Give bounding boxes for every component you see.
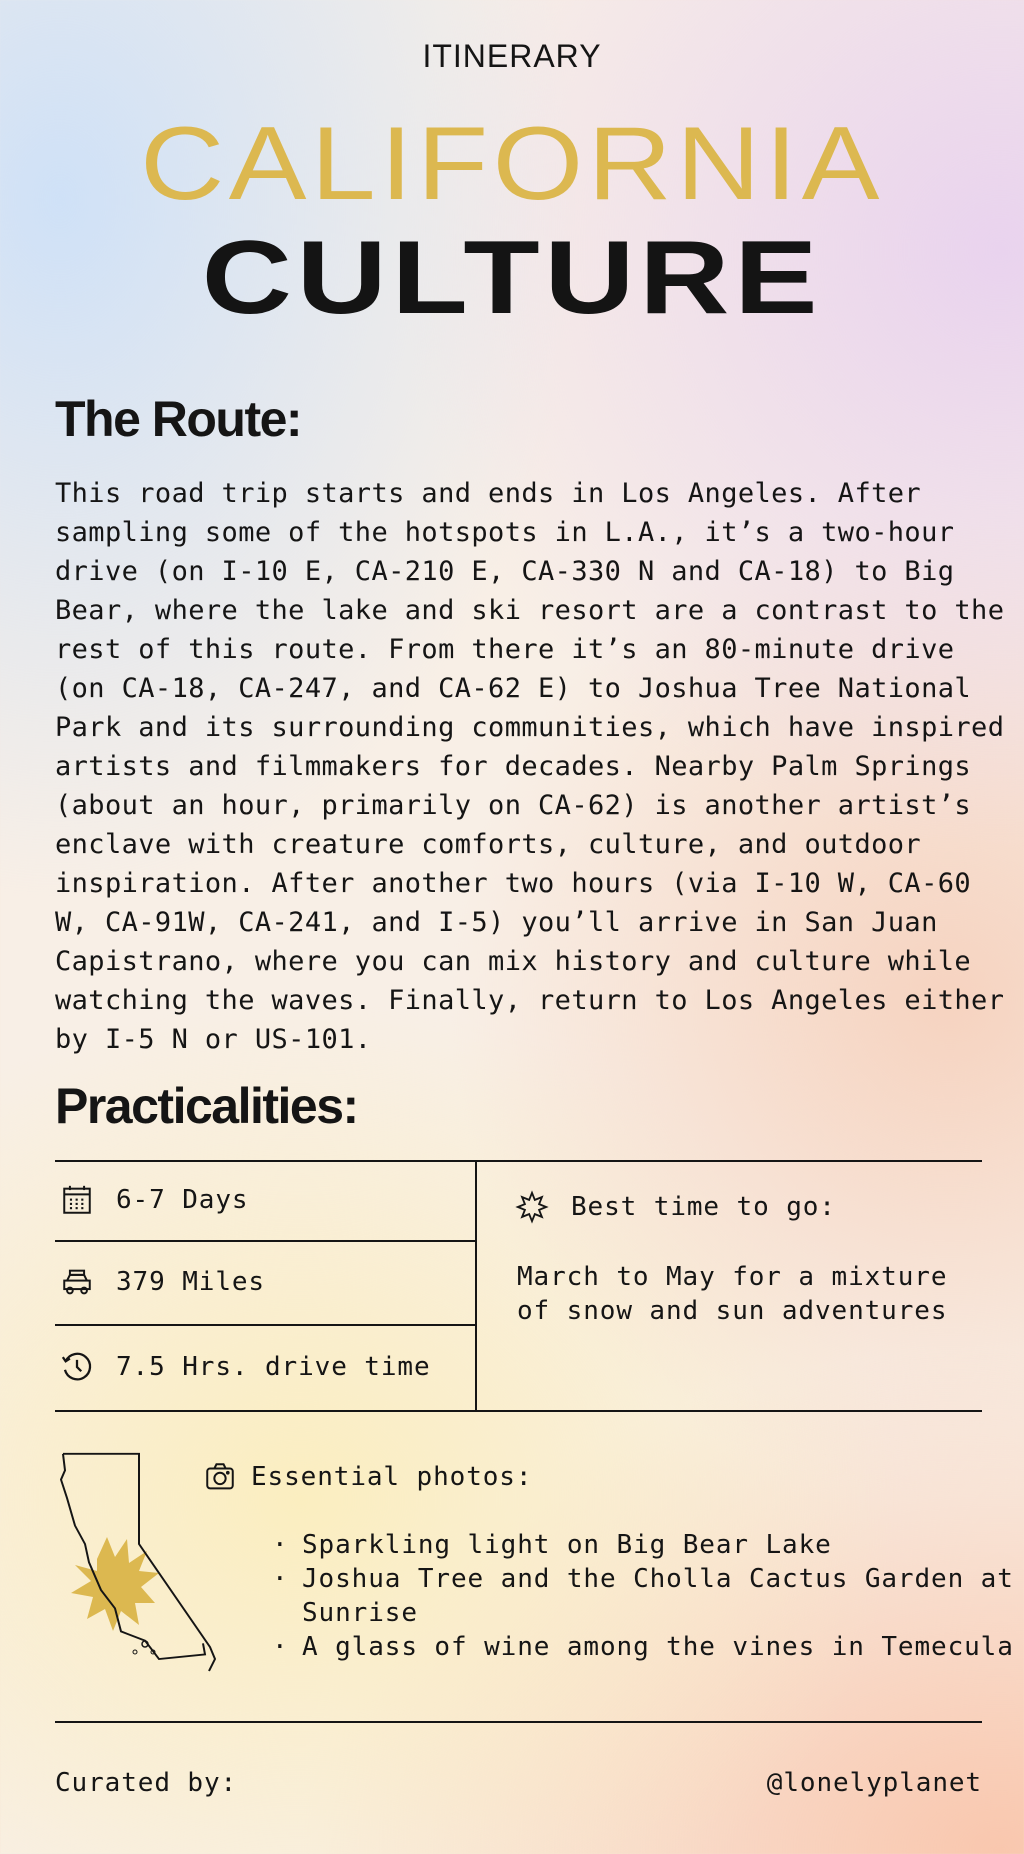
car-icon — [60, 1265, 94, 1299]
best-time-label: Best time to go: — [571, 1192, 836, 1222]
list-item: · A glass of wine among the vines in Temecula — [270, 1630, 1015, 1664]
divider — [55, 1160, 982, 1162]
clock-icon — [60, 1350, 94, 1384]
drive-time-row — [60, 1350, 431, 1384]
handle-link[interactable]: @lonelyplanet — [766, 1768, 982, 1798]
duration-text: 6-7 Days — [116, 1185, 249, 1215]
sparkle-icon — [515, 1190, 549, 1224]
divider — [475, 1161, 477, 1411]
divider — [55, 1721, 982, 1723]
photos-list — [270, 1528, 1015, 1664]
best-time-text: March to May for a mixture of snow and sun adventures — [517, 1262, 948, 1326]
distance-row — [60, 1265, 265, 1299]
list-item: · Joshua Tree and the Cholla Cactus Garden at Sunrise — [270, 1562, 1015, 1630]
duration-row — [60, 1183, 248, 1217]
calendar-icon — [60, 1183, 94, 1217]
photos-heading: Essential photos: — [251, 1462, 533, 1492]
kicker: ITINERARY — [422, 38, 602, 74]
route-heading: The Route: — [55, 391, 302, 447]
divider — [55, 1410, 982, 1412]
title-line-1: CALIFORNIA — [140, 106, 884, 222]
list-item: · Sparkling light on Big Bear Lake — [270, 1528, 1015, 1562]
drive-time-text: 7.5 Hrs. drive time — [116, 1352, 431, 1382]
title-line-2: CULTURE — [201, 220, 823, 336]
route-description: This road trip starts and ends in Los Angeles. After sampling some of the hotspots in L.A., it’s a two-hour drive (on I-10 E, CA-210 E, CA-330 N and CA-18) to Big Bear, where the lake and ski resort are a contrast to the rest of this route. From there it’s an 80-minute drive (on CA-18, CA-247, and CA-62 E) to Joshua Tree National Park and its surrounding communities, which have inspired artists and filmmakers for decades. Nearby Palm Springs (about an hour, primarily on CA-62) is another artist’s enclave with creature comforts, culture, and outdoor inspiration. After another two hours (via I-10 W, CA-60 W, CA-91W, CA-241, and I-5) you’ll arrive in San Juan Capistrano, where you can mix history and culture while watching the waves. Finally, return to Los Angeles either by I-5 N or US-101. — [55, 478, 1005, 1055]
divider — [55, 1324, 475, 1326]
divider — [55, 1240, 475, 1242]
distance-text: 379 Miles — [116, 1267, 265, 1297]
photos-heading-row — [203, 1460, 532, 1494]
camera-icon — [203, 1460, 237, 1494]
practicalities-heading: Practicalities: — [55, 1078, 358, 1134]
best-time-label-row — [515, 1190, 836, 1224]
curated-by-label: Curated by: — [55, 1768, 238, 1798]
